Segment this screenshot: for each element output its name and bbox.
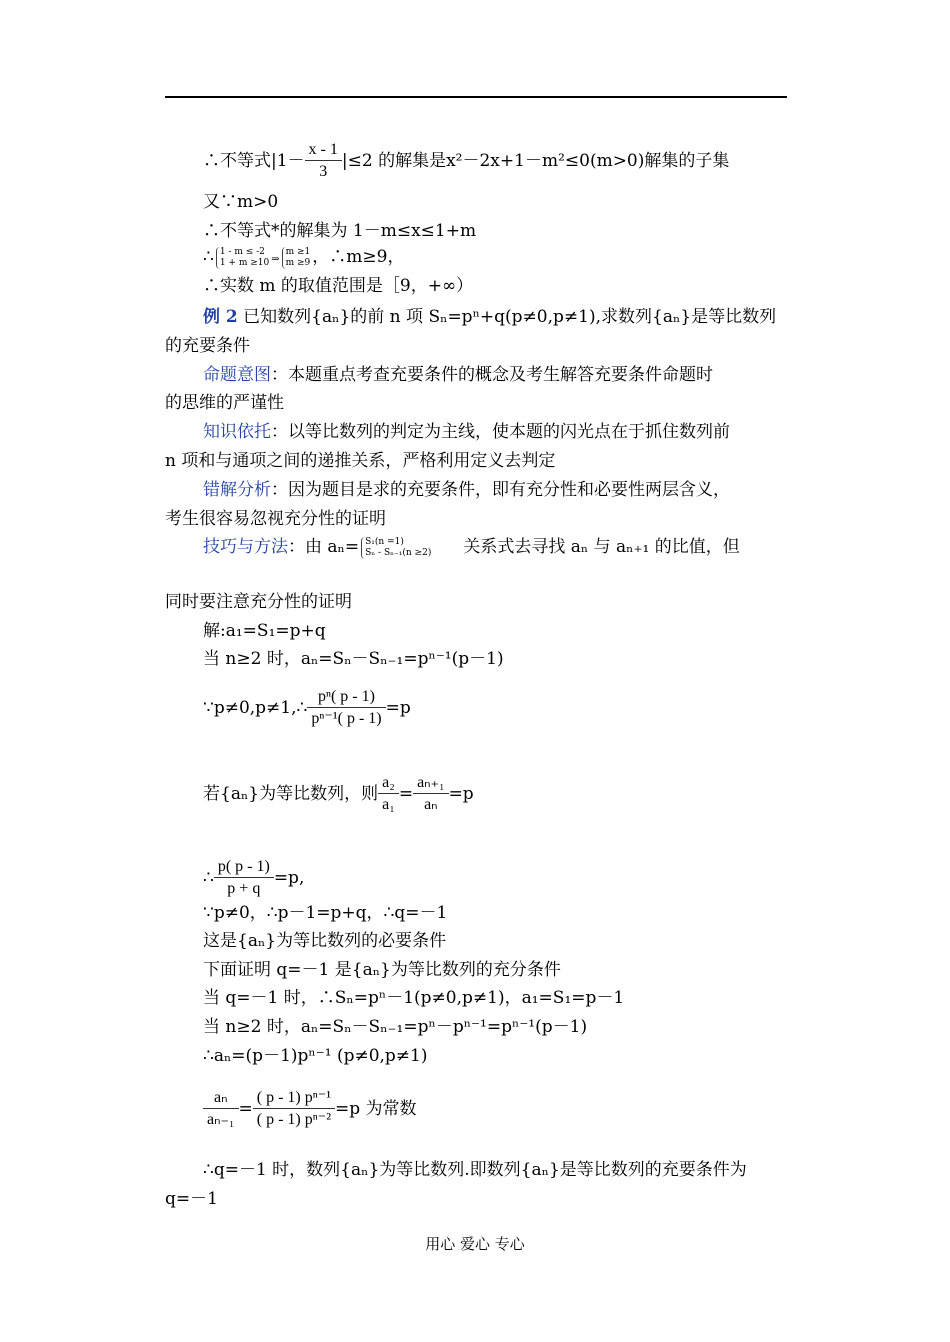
skill-line-1: 技巧与方法：由 aₙ= S₁(n =1) Sₙ - Sₙ₋₁(n ≥2) 关系式去寻找 aₙ 与 aₙ₊₁ 的比值，但 [203,536,740,558]
line-m-positive: 又∵m>0 [203,192,279,212]
fraction-p-over-pq: $\frac{p( p - 1)}{p + q}$ [214,857,274,900]
line-inequality-subset: ∴不等式|1－ $\frac{x - 1}{3}$ |≤2 的解集是x²－2x+1－m²≤0(m>0)解集的子集 [203,140,729,183]
intent-line-1: 命题意图：本题重点考查充要条件的概念及考生解答充要条件命题时 [203,365,713,385]
solution-line-4: 若{aₙ}为等比数列，则 $\frac{\text{a₂}}{\text{a₁}}$ = $\frac{\text{aₙ₊₁}}{\text{aₙ}}$ =p [203,773,474,816]
line-system-cases: ∴ 1 - m ≤ -2 1 + m ≥10 ⇒m ≥1 m ≥9 ，∴m≥9， [203,246,405,268]
line-solution-set: ∴不等式*的解集为 1－m≤x≤1+m [203,221,477,241]
skill-line-2: 同时要注意充分性的证明 [165,592,352,612]
conclusion-line-2: q=－1 [165,1189,218,1209]
fraction-x-minus-1-over-3: $\frac{x - 1}{3}$ [305,140,342,183]
solution-line-7: 这是{aₙ}为等比数列的必要条件 [203,931,447,951]
fraction-a2-over-a1: $\frac{\text{a₂}}{\text{a₁}}$ [378,773,399,816]
skill-cases: S₁(n =1) Sₙ - Sₙ₋₁(n ≥2) [361,537,431,559]
solution-line-3: ∵p≠0,p≠1,∴ $\frac{\text{pⁿ( p - 1)}}{\text{pⁿ⁻¹( p - 1)}}$ =p [203,687,411,730]
conclusion-line-1: ∴q=－1 时，数列{aₙ}为等比数列.即数列{aₙ}是等比数列的充要条件为 [203,1160,747,1180]
page-footer: 用心 爱心 专心 [425,1235,525,1253]
basis-line-2: n 项和与通项之间的递推关系，严格利用定义去判定 [165,451,556,471]
cases-right: m ≥1 m ≥9 [282,247,311,269]
solution-line-5: ∴ $\frac{p( p - 1)}{p + q}$ =p, [203,857,304,900]
example-2-line-1: 例 2 已知数列{aₙ}的前 n 项 Sₙ=pⁿ+q(p≠0,p≠1),求数列{aₙ}是等比数列 [203,307,777,327]
basis-line-1: 知识依托：以等比数列的判定为主线，使本题的闪光点在于抓住数列前 [203,422,730,442]
error-line-2: 考生很容易忽视充分性的证明 [165,509,386,529]
fraction-an1-over-an: $\frac{\text{aₙ₊₁}}{\text{aₙ}}$ [413,773,449,816]
solution-line-12: $\frac{\text{aₙ}}{\text{aₙ₋₁}}$ = $\frac{\text{( p - 1) pⁿ⁻¹}}{\text{( p - 1) pⁿ⁻²}}$ =p 为常数 [203,1088,417,1131]
fraction-an-over-an-1: $\frac{\text{aₙ}}{\text{aₙ₋₁}}$ [203,1088,239,1131]
solution-line-11: ∴aₙ=(p－1)pⁿ⁻¹ (p≠0,p≠1) [203,1046,428,1066]
fraction-p-power-ratio: $\frac{\text{( p - 1) pⁿ⁻¹}}{\text{( p - 1) pⁿ⁻²}}$ [253,1088,335,1131]
error-line-1: 错解分析：因为题目是求的充要条件，即有充分性和必要性两层含义， [203,480,730,500]
cases-left: 1 - m ≤ -2 1 + m ≥10 [216,247,269,269]
line-range-of-m: ∴实数 m 的取值范围是［9，+∞） [203,276,474,296]
solution-line-1: 解:a₁=S₁=p+q [203,621,326,641]
fraction-ratio-pn: $\frac{\text{pⁿ( p - 1)}}{\text{pⁿ⁻¹( p - 1)}}$ [307,687,385,730]
header-rule [165,96,787,98]
intent-line-2: 的思维的严谨性 [165,393,284,413]
example-2-line-2: 的充要条件 [165,336,250,356]
solution-line-2: 当 n≥2 时，aₙ=Sₙ－Sₙ₋₁=pⁿ⁻¹(p－1) [203,649,504,669]
solution-line-10: 当 n≥2 时，aₙ=Sₙ－Sₙ₋₁=pⁿ－pⁿ⁻¹=pⁿ⁻¹(p－1) [203,1017,588,1037]
solution-line-8: 下面证明 q=－1 是{aₙ}为等比数列的充分条件 [203,960,561,980]
solution-line-9: 当 q=－1 时，∴Sₙ=pⁿ－1(p≠0,p≠1)，a₁=S₁=p－1 [203,988,625,1008]
solution-line-6: ∵p≠0，∴p－1=p+q，∴q=－1 [203,903,448,923]
